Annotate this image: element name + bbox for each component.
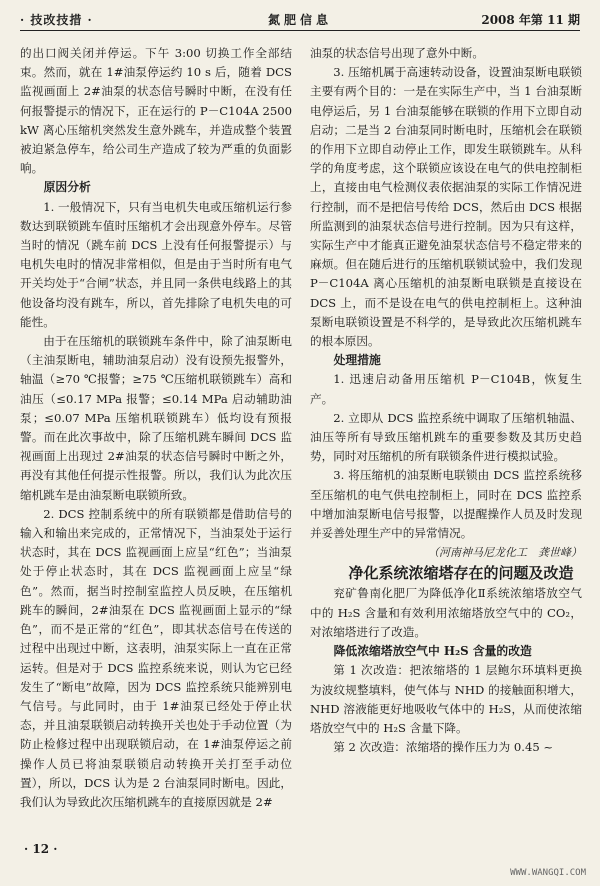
paragraph: 油泵的状态信号出现了意外中断。	[310, 46, 484, 60]
paragraph: 1. 一般情况下，只有当电机失电或压缩机运行参数达到联锁跳车值时压缩机才会出现意外停车。尽管当时的情况（跳车前 DCS 上没有任何报警提示）与电机失电时的情况非常相似，但是由于当时所有电气开关均处于“合闸”状态，并且同一条供电线路上的其他设备均没有跳车，所以，首先排除了电机失电的可能性。	[20, 199, 292, 329]
paragraph: 2. 立即从 DCS 监控系统中调取了压缩机轴温、油压等所有导致压缩机跳车的重要参数及其历史趋势，同时对压缩机的所有联锁条件进行模拟试验。	[310, 410, 582, 464]
paragraph: 的出口阀关闭并停运。下午 3:00 切换工作全部结束。然而，就在 1#油泵停运约 10 s 后，随着 DCS 监视画面上 2#油泵的状态信号瞬时中断，在没有任何报警提示的情况下，正在运行的 P－C104A 2500 kW 离心压缩机突然发生意外跳车，并造成整个装置被迫紧急停车，给公司生产造成了较为严重的负面影响。	[20, 46, 292, 176]
section-heading-h2s: 降低浓缩塔放空气中 H₂S 含量的改造	[333, 644, 532, 659]
paragraph: 第 1 次改造：把浓缩塔的 1 层鲍尔环填料更换为波纹规整填料，使气体与 NHD 的接触面积增大，NHD 溶液能更好地吸收气体中的 H₂S，从而使浓缩塔放空气中的 H₂S 含量下降。	[310, 663, 582, 735]
watermark: WWW.WANGQI.COM	[510, 868, 586, 878]
issue-label: 2008 年第 11 期	[481, 13, 580, 27]
author-signature: （河南神马尼龙化工 龚世峰）	[428, 546, 582, 560]
right-column	[310, 44, 582, 757]
article-title: 净化系统浓缩塔存在的问题及改造	[348, 564, 574, 583]
section-label: · 技改技措 ·	[20, 13, 93, 27]
paragraph: 由于在压缩机的联锁跳车条件中，除了油泵断电（主油泵断电，辅助油泵启动）没有设预先报警外，轴温（≥70 ℃报警；≥75 ℃压缩机联锁跳车）高和油压（≤0.17 MPa 报警；≤0.14 MPa 启动辅助油泵；≤0.07 MPa 压缩机联锁跳车）低均设有预报警。而在此次事故中，除了压缩机跳车瞬间 DCS 监视画面上出现过 2#油泵的状态信号瞬时中断之外，再没有其他任何提示性报警。所以，我们认为此次压缩机跳车是由油泵断电联锁所致。	[20, 334, 292, 502]
section-heading-cause: 原因分析	[43, 180, 91, 195]
section-heading-measures: 处理措施	[333, 353, 381, 368]
paragraph: 3. 压缩机属于高速转动设备，设置油泵断电联锁主要有两个目的：一是在实际生产中，当 1 台油泵断电停运后，另 1 台油泵能够在联锁的作用下立即自动启动；二是当 2 台油泵同时断电时，压缩机会在联锁的作用下立即自动停止工作，即发生联锁跳车。从科学的角度考虑，这个联锁应该设在电气的供电控制柜上，直接由电气检测仪表依据油泵的实际工作情况进行控制，而不是把信号传给 DCS，然后由 DCS 根据所监测到的油泵状态信号进行控制。因为只有这样，实际生产中才能真正避免油泵状态信号不稳定带来的麻烦。但在随后进行的压缩机联锁试验中，我们发现 P－C104A 离心压缩机的油泵断电联锁是直接设在 DCS 上，而不是设在电气的供电控制柜上。这种油泵断电联锁设置是不科学的，是导致此次压缩机跳车的根本原因。	[310, 65, 582, 349]
page-number: · 12 ·	[24, 842, 58, 856]
paragraph: 1. 迅速启动备用压缩机 P－C104B，恢复生产。	[310, 372, 582, 406]
paragraph: 2. DCS 控制系统中的所有联锁都是借助信号的输入和输出来完成的，正常情况下，当油泵处于运行状态时，其在 DCS 监视画面上应呈“红色”；当油泵处于停止状态时，其在 DCS 监视画面上应呈“绿色”。然而，据当时控制室监控人员反映，在压缩机跳车的瞬间，2#油泵在 DCS 监视画面上显示的“绿色”，而不是正常的“红色”，即其状态信号在传送的过程中出现过中断，这表明，油泵实际上一直在正常运转。但是对于 DCS 监控系统来说，则认为它已经发生了“断电”故障，因为 DCS 监控系统只能辨别电气信号。与此同时，由于 1#油泵已经处于停止状态，并且油泵联锁启动转换开关也处于手动位置（为防止检修过程中出现联锁启动，在 1#油泵停运之前操作人员已将油泵联锁启动转换开关打至手动位置），所以，DCS 认为是 2 台油泵同时断电。因此，我们认为导致此次压缩机跳车的直接原因就是 2#	[20, 506, 292, 809]
paragraph: 3. 将压缩机的油泵断电联锁由 DCS 监控系统移至压缩机的电气供电控制柜上，同时在 DCS 监控系中增加油泵断电信号报警，以提醒操作人员及时发现并妥善处理生产中的异常情况。	[310, 468, 582, 541]
paragraph: 第 2 次改造：浓缩塔的操作压力为 0.45 ~	[333, 740, 554, 755]
running-header	[20, 8, 580, 31]
paragraph: 兖矿鲁南化肥厂为降低净化Ⅱ系统浓缩塔放空气中的 H₂S 含量和有效利用浓缩塔放空气中的 CO₂，对浓缩塔进行了改造。	[310, 586, 582, 639]
journal-title: 氮肥信息	[267, 13, 332, 27]
left-column	[20, 44, 292, 812]
